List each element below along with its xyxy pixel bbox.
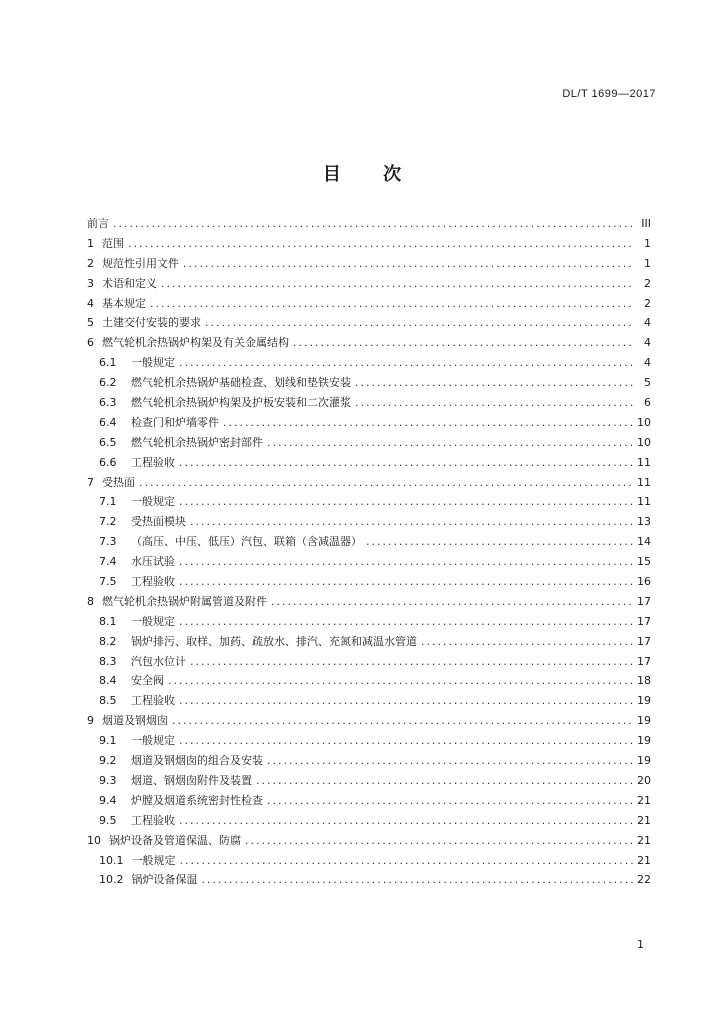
toc-dot-leader [172,711,633,731]
toc-dot-leader [179,492,633,512]
toc-entry-page: 11 [637,475,651,489]
toc-entry[interactable] [87,512,651,532]
toc-entry-title: 锅炉设备及管道保温、防腐 [109,833,241,847]
toc-entry-page: III [641,217,651,230]
toc-entry-page: 4 [644,316,651,330]
document-code: DL/T 1699—2017 [562,88,656,100]
toc-entry[interactable] [87,373,651,393]
toc-dot-leader [366,532,633,552]
toc-entry-title: 规范性引用文件 [102,256,179,270]
toc-entry-title: 燃气轮机余热锅炉构架及护板安装和二次灌浆 [131,396,351,410]
toc-entry-title: 炉膛及烟道系统密封性检查 [131,793,263,807]
toc-entry-title: （高压、中压、低压）汽包、联箱（含减温器） [131,535,362,549]
toc-entry-page: 14 [637,535,651,549]
toc-entry[interactable] [87,791,651,811]
toc-entry-page: 17 [637,634,651,648]
toc-dot-leader [190,652,633,672]
toc-entry[interactable] [87,711,651,731]
toc-entry-number: 4 [87,296,94,310]
toc-entry-page: 21 [637,833,651,847]
toc-entry[interactable] [87,572,651,592]
toc-entry-title: 汽包水位计 [131,654,186,668]
toc-dot-leader [168,671,633,691]
toc-entry-page: 21 [637,793,651,807]
table-of-contents [87,214,651,890]
toc-entry[interactable] [87,612,651,632]
toc-entry-number: 6.1 [99,356,117,370]
toc-entry-title: 前言 [87,217,109,230]
toc-dot-leader [179,552,633,572]
toc-entry[interactable] [87,453,651,473]
toc-entry-page: 4 [644,336,651,350]
toc-entry-title: 烟道、钢烟囱附件及装置 [131,773,252,787]
toc-entry[interactable] [87,751,651,771]
toc-entry[interactable] [87,870,651,890]
toc-dot-leader [267,751,633,771]
toc-dot-leader [179,612,633,632]
toc-entry-page: 10 [637,415,651,429]
toc-entry-page: 1 [644,236,651,250]
toc-entry-title: 工程验收 [131,455,175,469]
toc-dot-leader [293,333,633,353]
toc-entry-title: 燃气轮机余热锅炉密封部件 [131,435,263,449]
toc-entry-page: 19 [637,754,651,768]
toc-entry[interactable] [87,592,651,612]
toc-entry-page: 19 [637,714,651,728]
toc-entry-number: 9 [87,714,94,728]
toc-entry-number: 3 [87,276,94,290]
toc-entry-title: 基本规定 [102,296,146,310]
toc-entry[interactable] [87,831,651,851]
toc-entry[interactable] [87,254,651,274]
toc-entry-title: 一般规定 [131,734,175,748]
toc-entry-page: 11 [637,495,651,509]
toc-dot-leader [179,572,633,592]
toc-entry-title: 土建交付安装的要求 [102,316,201,330]
toc-dot-leader [190,512,633,532]
toc-entry-number: 9.4 [99,793,117,807]
toc-entry-title: 一般规定 [131,495,175,509]
toc-entry-number: 8.3 [99,654,117,668]
toc-entry-page: 21 [637,853,651,867]
toc-entry-page: 18 [637,674,651,688]
toc-dot-leader [161,274,633,294]
toc-dot-leader [179,731,633,751]
toc-entry-page: 19 [637,734,651,748]
toc-entry-number: 5 [87,316,94,330]
toc-entry[interactable] [87,532,651,552]
toc-entry-page: 5 [644,376,651,390]
toc-entry-number: 6.4 [99,415,117,429]
toc-entry-number: 9.2 [99,754,117,768]
toc-entry-page: 20 [637,773,651,787]
toc-entry-number: 8.5 [99,694,117,708]
toc-entry-page: 15 [637,555,651,569]
toc-entry-page: 4 [644,356,651,370]
toc-entry-title: 一般规定 [131,614,175,628]
toc-entry-title: 工程验收 [131,813,175,827]
toc-entry-title: 锅炉设备保温 [131,873,198,887]
toc-entry-title: 术语和定义 [102,276,157,290]
toc-entry-number: 7.1 [99,495,117,509]
toc-entry[interactable] [87,473,651,493]
toc-entry-title: 烟道及钢烟囱的组合及安装 [131,754,263,768]
toc-entry-number: 9.5 [99,813,117,827]
toc-entry-number: 7.5 [99,575,117,589]
toc-entry-page: 11 [637,455,651,469]
toc-entry-page: 21 [637,813,651,827]
toc-entry-title: 工程验收 [131,575,175,589]
toc-dot-leader [179,811,633,831]
toc-entry-number: 6 [87,336,94,350]
toc-entry-page: 16 [637,575,651,589]
toc-dot-leader [113,214,633,234]
toc-entry-number: 8.1 [99,614,117,628]
toc-entry[interactable] [87,393,651,413]
toc-entry[interactable] [87,333,651,353]
toc-entry[interactable] [87,433,651,453]
toc-entry[interactable] [87,552,651,572]
toc-entry[interactable] [87,234,651,254]
toc-dot-leader [150,294,633,314]
toc-entry[interactable] [87,313,651,333]
toc-entry-number: 6.5 [99,435,117,449]
toc-entry-page: 13 [637,515,651,529]
toc-entry-title: 燃气轮机余热锅炉附属管道及附件 [102,594,267,608]
toc-entry-number: 10 [87,833,101,847]
toc-dot-leader [179,453,633,473]
toc-entry-number: 1 [87,236,94,250]
toc-entry-page: 19 [637,694,651,708]
toc-entry-title: 安全阀 [131,674,164,688]
toc-entry-number: 8.2 [99,634,117,648]
toc-entry-number: 6.6 [99,455,117,469]
toc-entry-page: 10 [637,435,651,449]
toc-entry-page: 17 [637,654,651,668]
toc-entry-title: 一般规定 [131,853,176,867]
toc-entry-title: 燃气轮机余热锅炉构架及有关金属结构 [102,336,289,350]
toc-entry-number: 6.2 [99,376,117,390]
toc-entry-number: 7.3 [99,535,117,549]
toc-entry-number: 10.2 [99,873,124,887]
toc-entry-page: 6 [644,396,651,410]
toc-entry[interactable] [87,632,651,652]
toc-entry[interactable] [87,413,651,433]
toc-entry[interactable] [87,771,651,791]
toc-entry-title: 燃气轮机余热锅炉基础检查、划线和垫铁安装 [131,376,351,390]
toc-dot-leader [421,632,633,652]
toc-entry-title: 范围 [102,236,124,250]
toc-entry-page: 17 [637,614,651,628]
toc-dot-leader [205,313,633,333]
toc-entry[interactable] [87,851,651,871]
toc-entry-page: 2 [644,296,651,310]
toc-entry-number: 9.1 [99,734,117,748]
toc-entry[interactable] [87,492,651,512]
toc-entry-title: 工程验收 [131,694,175,708]
toc-dot-leader [355,393,633,413]
toc-entry-number: 8.4 [99,674,117,688]
toc-entry[interactable] [87,671,651,691]
toc-dot-leader [223,413,633,433]
toc-entry-title: 锅炉排污、取样、加药、疏放水、排汽、充氮和减温水管道 [131,634,417,648]
toc-entry-number: 10.1 [99,853,124,867]
toc-entry[interactable] [87,274,651,294]
toc-entry-number: 6.3 [99,396,117,410]
toc-entry-page: 2 [644,276,651,290]
toc-entry-number: 7.4 [99,555,117,569]
toc-dot-leader [139,473,633,493]
toc-entry[interactable] [87,731,651,751]
toc-entry-number: 2 [87,256,94,270]
toc-entry-page: 1 [644,256,651,270]
toc-entry[interactable] [87,353,651,373]
toc-entry[interactable] [87,652,651,672]
toc-entry[interactable] [87,811,651,831]
page-title: 目 次 [322,164,420,185]
toc-entry-title: 烟道及钢烟囱 [102,714,168,728]
toc-entry-title: 受热面 [102,475,135,489]
toc-entry-number: 8 [87,594,94,608]
toc-entry-title: 一般规定 [131,356,175,370]
toc-entry-title: 检查门和炉墙零件 [131,415,219,429]
toc-dot-leader [267,791,633,811]
toc-entry-page: 22 [637,873,651,887]
page-number: 1 [637,938,644,951]
toc-dot-leader [202,870,634,890]
toc-dot-leader [267,433,633,453]
toc-dot-leader [183,254,633,274]
toc-dot-leader [245,831,633,851]
toc-entry-title: 受热面模块 [131,515,186,529]
toc-entry-number: 7.2 [99,515,117,529]
toc-dot-leader [355,373,633,393]
toc-entry-title: 水压试验 [131,555,175,569]
toc-dot-leader [128,234,633,254]
toc-entry[interactable] [87,214,651,234]
toc-entry[interactable] [87,294,651,314]
toc-dot-leader [179,691,633,711]
toc-entry-number: 7 [87,475,94,489]
toc-dot-leader [179,353,633,373]
toc-dot-leader [180,851,634,871]
toc-dot-leader [256,771,633,791]
toc-entry-page: 17 [637,594,651,608]
toc-dot-leader [271,592,633,612]
toc-entry-number: 9.3 [99,773,117,787]
toc-entry[interactable] [87,691,651,711]
